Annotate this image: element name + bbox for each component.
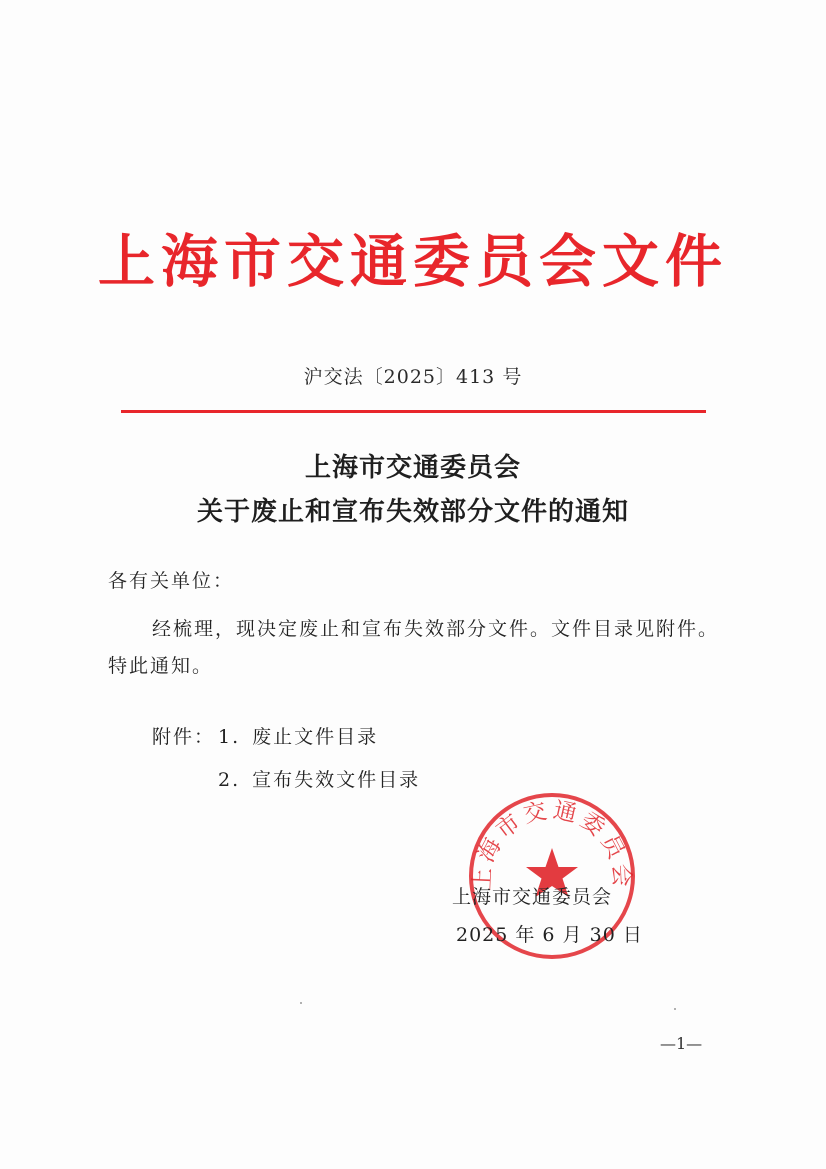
document-number: 沪交法〔2025〕413 号 <box>303 366 523 388</box>
attachment-item <box>218 765 420 792</box>
signing-date: 2025 年 6 月 30 日 <box>456 924 643 946</box>
attachment-item <box>218 722 378 749</box>
attachment-number: 2. <box>218 769 241 791</box>
title-line-1: 上海市交通委员会 <box>304 453 521 483</box>
signing-organization: 上海市交通委员会 <box>452 886 613 908</box>
body-paragraph: 经梳理，现决定废止和宣布失效部分文件。文件目录见附件。 <box>152 618 720 640</box>
red-divider-line <box>121 410 706 413</box>
attachments-label: 附件： <box>152 726 216 748</box>
page-number: —1— <box>660 1034 703 1053</box>
masthead: 上海市交通委员会文件 <box>98 228 728 295</box>
seal-lettering: 上海市交通委员会 <box>469 797 635 892</box>
title-line-2: 关于废止和宣布失效部分文件的通知 <box>196 497 629 527</box>
attachment-number: 1. <box>218 726 241 748</box>
scan-speck <box>674 1008 676 1010</box>
attachment-title: 废止文件目录 <box>252 726 379 748</box>
attachment-title: 宣布失效文件目录 <box>252 769 421 791</box>
closing-line: 特此通知。 <box>108 655 214 677</box>
salutation: 各有关单位： <box>108 570 235 592</box>
scan-speck <box>300 1002 302 1004</box>
